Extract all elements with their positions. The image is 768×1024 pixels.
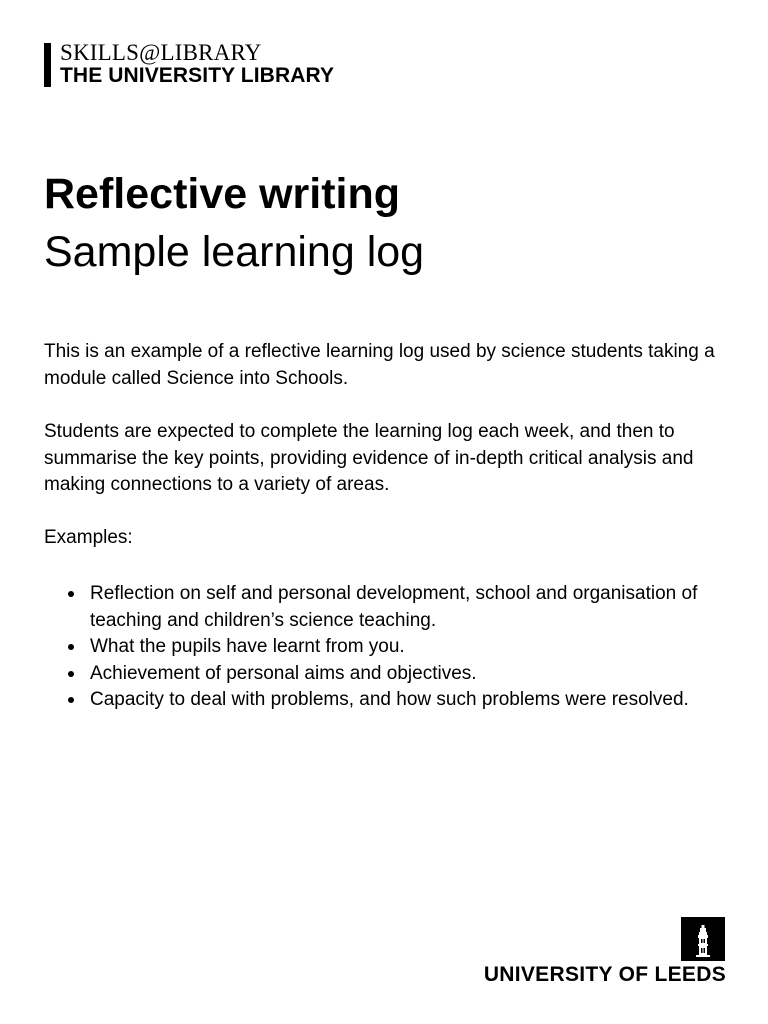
logo-bar	[44, 43, 51, 87]
bullet-icon	[68, 671, 74, 677]
list-item	[44, 687, 734, 714]
list-item-text: What the pupils have learnt from you.	[90, 636, 405, 657]
expectations-paragraph: Students are expected to complete the learning log each week, and then to summarise the key points, providing evidence of in-depth critical analysis and making connections to a variety of areas.	[44, 421, 694, 495]
page-subtitle: Sample learning log	[44, 228, 425, 276]
bullet-icon	[68, 591, 74, 597]
list-item	[44, 581, 734, 634]
university-of-leeds-logo: UNIVERSITY OF LEEDS	[483, 963, 726, 986]
logo-text	[60, 40, 335, 87]
list-item	[44, 634, 734, 661]
list-item-text: Capacity to deal with problems, and how such problems were resolved.	[90, 689, 689, 710]
bullet-icon	[68, 644, 74, 650]
examples-list	[44, 581, 734, 714]
list-item-text: Achievement of personal aims and objectives.	[90, 662, 477, 684]
intro-paragraph: This is an example of a reflective learning log used by science students taking a module called Science into Schools.	[44, 341, 715, 389]
skills-library-logo	[44, 40, 335, 87]
bullet-icon	[68, 697, 74, 703]
list-item-text: Reflection on self and personal development, school and organisation of teaching and children’s science teaching.	[90, 583, 698, 631]
logo-line-skills: SKILLS@LIBRARY	[60, 40, 262, 65]
examples-label: Examples:	[44, 527, 133, 548]
logo-line-library: THE UNIVERSITY LIBRARY	[60, 64, 335, 87]
page-title: Reflective writing	[44, 170, 401, 218]
list-item	[44, 661, 734, 688]
tower-crest-icon	[681, 917, 725, 961]
